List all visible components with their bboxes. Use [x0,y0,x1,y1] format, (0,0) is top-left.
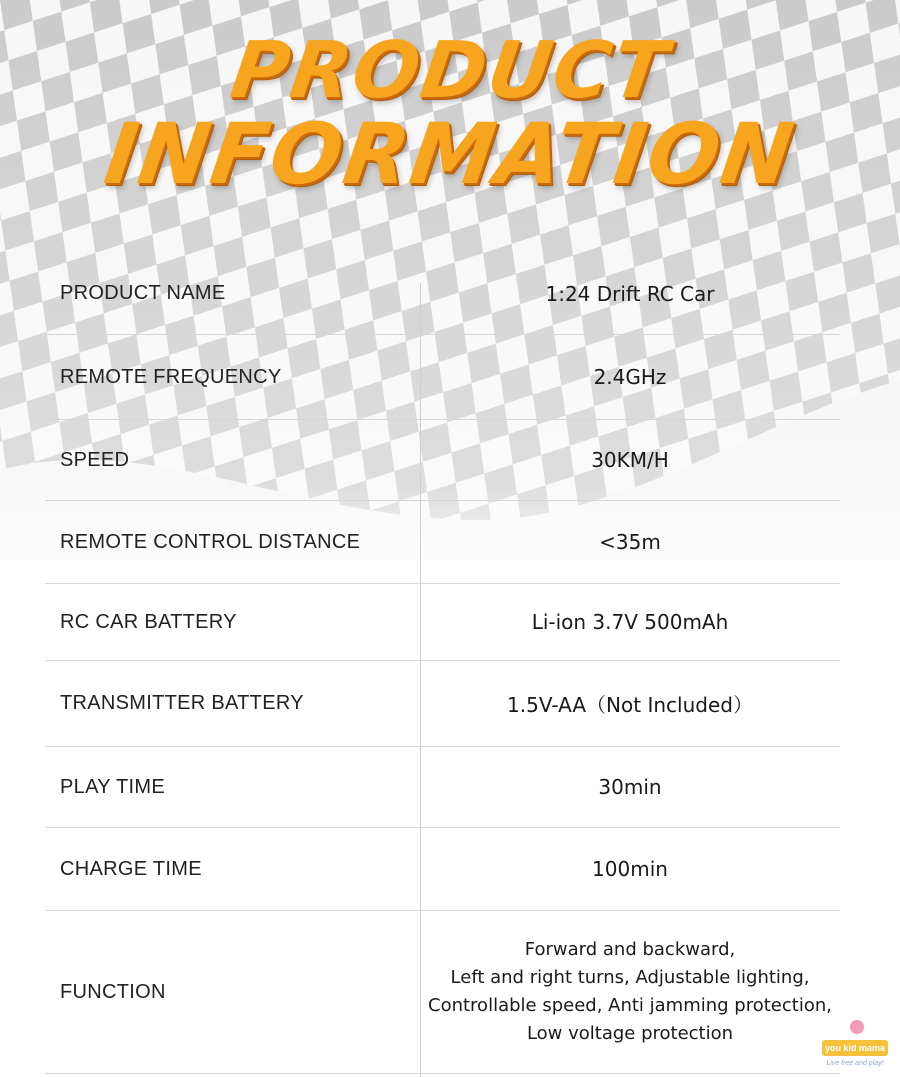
function-line: Low voltage protection [526,1023,734,1044]
logo-mark-icon [850,1020,864,1034]
title-line-product: PRODUCT [225,26,675,116]
spec-label: FUNCTION [60,980,166,1003]
spec-table [45,253,840,1074]
spec-row-charge-time [45,828,840,911]
spec-row-remote-control-distance [45,501,840,584]
spec-row-rc-car-battery [45,584,840,661]
logo-tagline: Live free and play! [826,1060,884,1067]
spec-label: REMOTE CONTROL DISTANCE [60,530,361,553]
spec-label: REMOTE FREQUENCY [60,365,282,388]
spec-value: 30min [598,775,662,799]
title-line-information: INFORMATION [99,105,801,203]
logo-name: you kid mama [822,1040,888,1056]
spec-value: Li-ion 3.7V 500mAh [531,610,729,634]
spec-value: 2.4GHz [593,365,667,389]
spec-value: <35m [599,530,661,554]
spec-value: 1:24 Drift RC Car [545,281,715,306]
spec-value-multiline [420,936,840,1048]
spec-value: 30KM/H [591,448,669,472]
spec-row-play-time [45,747,840,828]
spec-row-speed [45,420,840,501]
spec-label: RC CAR BATTERY [60,610,237,633]
brand-logo [822,1018,888,1072]
spec-label: TRANSMITTER BATTERY [60,692,304,714]
spec-label: PLAY TIME [60,775,165,798]
spec-row-remote-frequency [45,335,840,420]
function-line: Left and right turns, Adjustable lighting, [450,967,810,988]
spec-label: PRODUCT NAME [60,282,226,304]
spec-value: 100min [592,857,668,881]
spec-row-product-name [45,253,840,335]
function-line: Forward and backward, [524,939,736,960]
spec-label: CHARGE TIME [60,857,202,880]
spec-label: SPEED [60,448,130,471]
spec-value: 1.5V-AA（Not Included） [507,693,753,717]
spec-row-function [45,911,840,1074]
function-line: Controllable speed, Anti jamming protection, [428,995,832,1016]
spec-row-transmitter-battery [45,661,840,747]
